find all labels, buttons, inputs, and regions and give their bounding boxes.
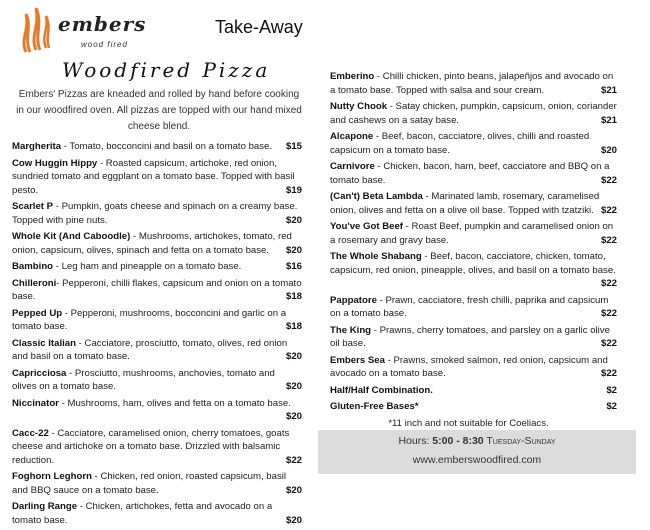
item-price: $20 — [285, 411, 302, 422]
item-price: $18 — [285, 291, 302, 302]
item-name: Niccinator — [12, 397, 59, 409]
item-name: The Whole Shabang — [330, 251, 422, 262]
menu-item — [12, 230, 302, 257]
brand-name: embers — [58, 12, 147, 36]
item-description: - Roast Beef, pumpkin and caramelised onion on a rosemary and gravy base. — [330, 221, 614, 246]
item-description: - Chilli chicken, pinto beans, jalapeñjos and avocado on a tomato base. Topped with salsa and sour cream. — [330, 71, 614, 96]
item-name: Pappatore — [330, 294, 377, 306]
item-price: $22 — [600, 338, 617, 349]
item-description: - Leg ham and pineapple on a tomato base. — [53, 261, 242, 272]
item-price: $16 — [285, 261, 302, 272]
item-description: - Pepperoni, mushrooms, bocconcini and garlic on a tomato base. — [12, 307, 287, 332]
hours-time: 5:00 - 8:30 — [432, 435, 484, 447]
intro-text: Embers' Pizzas are kneaded and rolled by hand before cooking in our woodfired oven. All pizzas are topped with our hand mixed cheese blend. — [16, 89, 302, 132]
menu-item — [12, 427, 302, 468]
item-price: $22 — [285, 454, 302, 466]
menu-item — [12, 307, 302, 334]
item-description: - Tomato, bocconcini and basil on a tomato base. — [61, 141, 273, 152]
item-description: - Chicken, red onion, roasted capsicum, basil and BBQ sauce on a tomato base. — [12, 471, 287, 496]
item-name: The King — [330, 324, 372, 336]
item-price: $19 — [285, 184, 302, 196]
item-price: $2 — [606, 401, 617, 412]
item-description: - Mushrooms, artichokes, tomato, red onion, capsicum, olives, spinach and fetta on a tomato base. — [12, 231, 292, 256]
item-description: - Prawns, smoked salmon, red onion, capsicum and avocado on a tomato base. — [330, 354, 608, 379]
item-price: $2 — [606, 384, 617, 396]
hours-box — [318, 430, 636, 474]
brand-subtitle: wood fired — [81, 40, 128, 49]
menu-column-right — [330, 70, 617, 430]
item-price: $22 — [600, 278, 617, 289]
item-description: - Satay chicken, pumpkin, capsicum, onion, coriander and cashews on a satay base. — [330, 101, 617, 126]
page-title: Woodfired Pizza — [62, 58, 271, 82]
item-description: - Beef, bacon, cacciatore, olives, chilli and roasted capsicum on a tomato base. — [330, 131, 590, 156]
item-name: Bambino — [12, 261, 54, 272]
logo — [18, 4, 148, 54]
item-name: Foghorn Leghorn — [12, 471, 92, 482]
item-name: Emberino — [330, 71, 375, 82]
item-description: - Chicken, bacon, ham, beef, cacciatore and BBQ on a tomato base. — [330, 161, 610, 186]
item-name: Darling Range — [12, 501, 78, 512]
item-description: - Prawn, cacciatore, fresh chilli, paprika and capsicum on a tomato base. — [330, 294, 609, 319]
item-price: $22 — [600, 204, 617, 216]
item-price: $18 — [285, 321, 302, 332]
menu-item — [330, 70, 617, 97]
hours-days: Tuesday-Sunday — [483, 435, 556, 447]
item-name: Carnivore — [330, 161, 375, 172]
flame-icon — [18, 4, 58, 54]
menu-item — [330, 190, 617, 217]
menu-item — [12, 260, 302, 274]
item-price: $20 — [285, 514, 302, 526]
item-name: Embers Sea — [330, 354, 385, 366]
item-name: (Can't) Beta Lambda — [330, 191, 423, 202]
item-price: $20 — [285, 351, 302, 362]
item-price: $20 — [285, 381, 302, 392]
item-price: $22 — [600, 308, 617, 319]
website-link[interactable]: www.emberswoodfired.com — [412, 454, 542, 466]
menu-item — [12, 337, 302, 364]
item-name: Cacc-22 — [12, 427, 49, 439]
item-name: Capricciosa — [12, 367, 67, 379]
takeaway-heading: Take-Away — [215, 17, 303, 37]
menu-item — [12, 500, 302, 527]
item-price: $21 — [600, 84, 617, 96]
hours-line — [318, 432, 636, 451]
item-description: - Chicken, artichokes, fetta and avocado on a tomato base. — [12, 501, 273, 526]
item-description: - Cacciatore, prosciutto, tomato, olives, red onion and basil on a tomato base. — [12, 337, 288, 362]
menu-item — [330, 160, 617, 187]
item-name: Whole Kit (And Caboodle) — [12, 231, 131, 242]
item-name: Alcapone — [330, 131, 374, 142]
gluten-free-note: *11 inch and not suitable for Coeliacs. — [388, 417, 549, 429]
menu-item — [330, 354, 617, 381]
item-name: You've Got Beef — [330, 221, 404, 232]
item-name: Chilleroni — [12, 277, 57, 289]
menu-item — [330, 100, 617, 127]
item-price: $15 — [285, 141, 302, 152]
item-price: $20 — [600, 144, 617, 156]
item-name: Cow Huggin Hippy — [12, 157, 98, 169]
item-name: Scarlet P — [12, 201, 54, 212]
menu-item — [12, 157, 302, 198]
item-name: Half/Half Combination. — [330, 384, 433, 396]
menu-item — [330, 294, 617, 321]
item-price: $20 — [285, 244, 302, 256]
item-name: Gluten-Free Bases* — [330, 401, 419, 412]
menu-item — [330, 130, 617, 157]
menu-item — [12, 367, 302, 394]
item-name: Pepped Up — [12, 307, 63, 319]
item-description: - Pepperoni, chilli flakes, capsicum and onion on a tomato base. — [12, 277, 302, 302]
item-description: - Beef, bacon, cacciatore, chicken, tomato, capsicum, red onion, pineapple, olives, and basil on a tomato base. — [330, 251, 616, 276]
item-price: $22 — [600, 368, 617, 379]
item-description: - Mushrooms, ham, olives and fetta on a tomato base. — [58, 397, 291, 409]
menu-column-left — [12, 140, 302, 530]
menu-item — [330, 400, 617, 414]
item-name: Classic Italian — [12, 337, 76, 349]
item-description: - Prosciutto, mushrooms, anchovies, tomato and olives on a tomato base. — [12, 367, 275, 392]
item-price: $20 — [285, 484, 302, 496]
menu-item — [12, 200, 302, 227]
item-name: Nutty Chook — [330, 101, 388, 112]
menu-item — [330, 384, 617, 398]
item-price: $20 — [285, 214, 302, 226]
item-price: $22 — [600, 234, 617, 246]
hours-label: Hours: — [398, 435, 433, 447]
item-description: - Pumpkin, goats cheese and spinach on a creamy base. Topped with pine nuts. — [12, 201, 298, 226]
item-description: - Marinated lamb, rosemary, caramelised onion, olives and fetta on a olive oil base. Topped with tzatziki. — [330, 191, 600, 216]
item-description: - Cacciatore, caramelised onion, cherry tomatoes, goats cheese and artichoke on a tomato base. Drizzled with balsamic reduction. — [12, 427, 290, 466]
menu-item — [12, 277, 302, 304]
item-description: - Prawns, cherry tomatoes, and parsley on a garlic olive oil base. — [330, 324, 610, 349]
menu-item — [12, 397, 302, 424]
item-price: $22 — [600, 174, 617, 186]
menu-item — [330, 250, 617, 291]
item-name: Margherita — [12, 141, 62, 152]
menu-item — [330, 220, 617, 247]
item-description: - Roasted capsicum, artichoke, red onion, sundried tomato and eggplant on a tomato base. Topped with basil pesto. — [12, 157, 295, 196]
menu-item — [12, 140, 302, 154]
menu-item — [12, 470, 302, 497]
menu-item — [330, 324, 617, 351]
item-price: $21 — [600, 114, 617, 126]
